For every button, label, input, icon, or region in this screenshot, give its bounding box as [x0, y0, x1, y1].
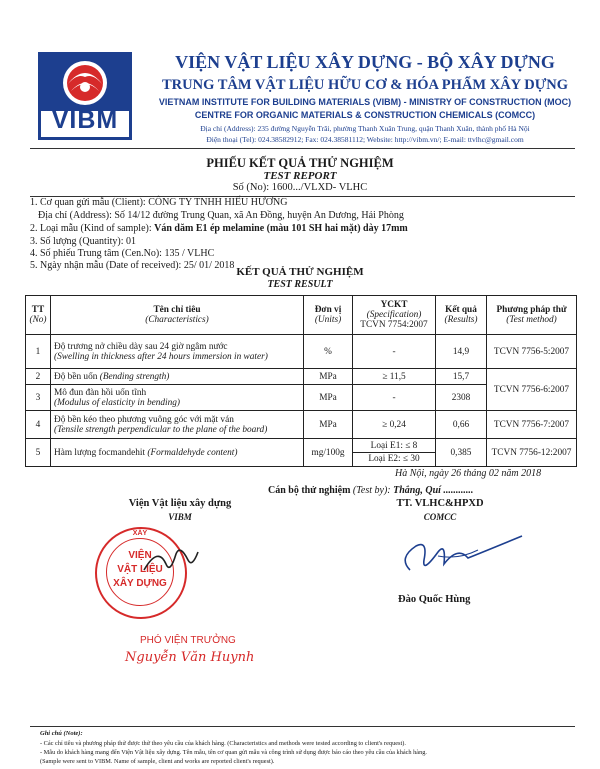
header-address: Địa chỉ (Address): 235 đường Nguyễn Trãi, phường Thanh Xuân Trung, quận Thanh Xuân, thành phố Hà Nội — [200, 124, 530, 133]
report-number: Số (No): 1600.../VLXD- VLHC — [232, 182, 368, 193]
note-line-3: (Sample were sent to VIBM. Name of sample, client and works are reported client's request). — [40, 758, 275, 765]
center-name-vn: TRUNG TÂM VẬT LIỆU HỮU CƠ & HÓA PHẨM XÂY DỰNG — [161, 77, 568, 93]
report-title-en: TEST REPORT — [263, 170, 337, 182]
row-result: 0,66 — [436, 411, 487, 439]
row-spec: - — [353, 385, 436, 411]
table-row — [26, 411, 577, 439]
address-line: Địa chỉ (Address): Số 14/12 đường Trung Quan, xã An Đồng, huyện An Dương, Hải Phòng — [38, 210, 404, 221]
results-title: KẾT QUẢ THỬ NGHIỆM — [236, 266, 364, 278]
sample-value: Ván dăm E1 ép melamine (màu 101 SH hai mặt) dày 17mm — [154, 223, 408, 234]
table-row — [26, 335, 577, 369]
stamp-text-3: XÂY DỰNG — [113, 578, 167, 589]
cen-no-line: 4. Số phiếu Trung tâm (Cen.No): 135 / VLHC — [30, 248, 215, 259]
header-divider — [30, 148, 575, 149]
right-signature-icon — [398, 530, 528, 585]
row-no: 1 — [26, 335, 51, 369]
table-row — [26, 369, 577, 385]
col-characteristics: Tên chỉ tiêu (Characteristics) — [51, 296, 304, 335]
org-name-en: VIETNAM INSTITUTE FOR BUILDING MATERIALS (VIBM) - MINISTRY OF CONSTRUCTION (MOC) — [158, 97, 572, 107]
left-org: Viện Vật liệu xây dựng — [128, 498, 232, 509]
note-line-2: - Mẫu do khách hàng mang đến Viện Vật liệu xây dựng. Tên mẫu, tên cơ quan gửi mẫu và công trình sử dụng được báo cáo theo yêu cầu của khách hàng. — [40, 749, 427, 756]
date-received-line: 5. Ngày nhận mẫu (Date of received): 25/ 01/ 2018 — [30, 260, 235, 271]
logo-swirl-icon — [41, 55, 129, 111]
row-unit: MPa — [304, 369, 353, 385]
col-method: Phương pháp thử (Test method) — [487, 296, 577, 335]
results-table — [25, 295, 577, 467]
report-title: PHIẾU KẾT QUẢ THỬ NGHIỆM — [206, 156, 394, 170]
row-result: 2308 — [436, 385, 487, 411]
client-line: 1. Cơ quan gửi mẫu (Client): CÔNG TY TNHH HIẾU HƯƠNG — [30, 197, 288, 208]
row-no: 5 — [26, 439, 51, 467]
header-contact: Điện thoại (Tel): 024.38582912; Fax: 024.38581112; Website: http://vibm.vn/; E-mail: ttvlhc@gmail.com — [206, 135, 524, 144]
row-method: TCVN 7756-12:2007 — [487, 439, 577, 467]
col-spec: YCKT (Specification) TCVN 7754:2007 — [353, 296, 436, 335]
notes-divider — [30, 726, 575, 727]
stamp-text-2: VẬT LIỆU — [117, 564, 163, 575]
row-spec: Loại E1: ≤ 8 Loại E2: ≤ 30 — [353, 439, 436, 467]
row-characteristic: Mô đun đàn hồi uốn tĩnh (Modulus of elasticity in bending) — [51, 385, 304, 411]
org-name-vn: VIỆN VẬT LIỆU XÂY DỰNG - BỘ XÂY DỰNG — [175, 52, 555, 72]
row-unit: % — [304, 335, 353, 369]
vibm-logo — [38, 52, 132, 140]
row-characteristic: Hàm lượng focmandehit (Formaldehyde content) — [51, 439, 304, 467]
row-characteristic: Độ bền kéo theo phương vuông góc với mặt ván (Tensile strength perpendicular to the plane of the board) — [51, 411, 304, 439]
note-line-1: - Các chỉ tiêu và phương pháp thử được thử theo yêu cầu của khách hàng. (Characteristics and methods were tested according to client's request). — [40, 740, 406, 747]
col-tt: TT (No) — [26, 296, 51, 335]
sample-line — [30, 223, 408, 234]
left-signer-name: Nguyễn Văn Huynh — [125, 650, 255, 665]
row-spec: ≥ 11,5 — [353, 369, 436, 385]
row-unit: MPa — [304, 385, 353, 411]
row-method: TCVN 7756-5:2007 — [487, 335, 577, 369]
row-spec: ≥ 0,24 — [353, 411, 436, 439]
right-org-abbr: COMCC — [423, 512, 457, 522]
quantity-line: 3. Số lượng (Quantity): 01 — [30, 236, 136, 247]
stamp-top-text: XÂY — [132, 530, 148, 537]
stamp-text-1: VIỆN — [128, 550, 152, 561]
row-characteristic: Độ bền uốn (Bending strength) — [51, 369, 304, 385]
report-date: Hà Nội, ngày 26 tháng 02 năm 2018 — [395, 468, 542, 479]
row-spec: - — [353, 335, 436, 369]
right-signer-name: Đào Quốc Hùng — [398, 594, 471, 605]
notes-heading: Ghi chú (Note): — [40, 730, 83, 737]
center-name-en: CENTRE FOR ORGANIC MATERIALS & CONSTRUCTION CHEMICALS (COMCC) — [194, 110, 536, 120]
tested-by: Cán bộ thử nghiệm (Test by): Thắng, Quí ............ — [268, 485, 474, 496]
row-result: 15,7 — [436, 369, 487, 385]
row-unit: mg/100g — [304, 439, 353, 467]
logo-text: VIBM — [51, 106, 119, 134]
table-row — [26, 439, 577, 467]
table-header-row — [26, 296, 577, 335]
row-result: 0,385 — [436, 439, 487, 467]
row-no: 4 — [26, 411, 51, 439]
row-no: 3 — [26, 385, 51, 411]
row-no: 2 — [26, 369, 51, 385]
sample-label: 2. Loại mẫu (Kind of sample): — [30, 223, 152, 234]
left-org-abbr: VIBM — [168, 512, 192, 522]
col-results: Kết quả (Results) — [436, 296, 487, 335]
row-characteristic: Độ trương nở chiều dày sau 24 giờ ngâm nước (Swelling in thickness after 24 hours immersion in water) — [51, 335, 304, 369]
logo-emblem — [41, 55, 129, 111]
col-units: Đơn vị (Units) — [304, 296, 353, 335]
deputy-title: PHÓ VIỆN TRƯỞNG — [140, 635, 236, 646]
row-unit: MPa — [304, 411, 353, 439]
row-result: 14,9 — [436, 335, 487, 369]
results-title-en: TEST RESULT — [267, 279, 333, 290]
right-org: TT. VLHC&HPXD — [396, 498, 484, 509]
left-signature-icon — [140, 540, 200, 580]
row-method: TCVN 7756-7:2007 — [487, 411, 577, 439]
row-method: TCVN 7756-6:2007 — [487, 369, 577, 411]
